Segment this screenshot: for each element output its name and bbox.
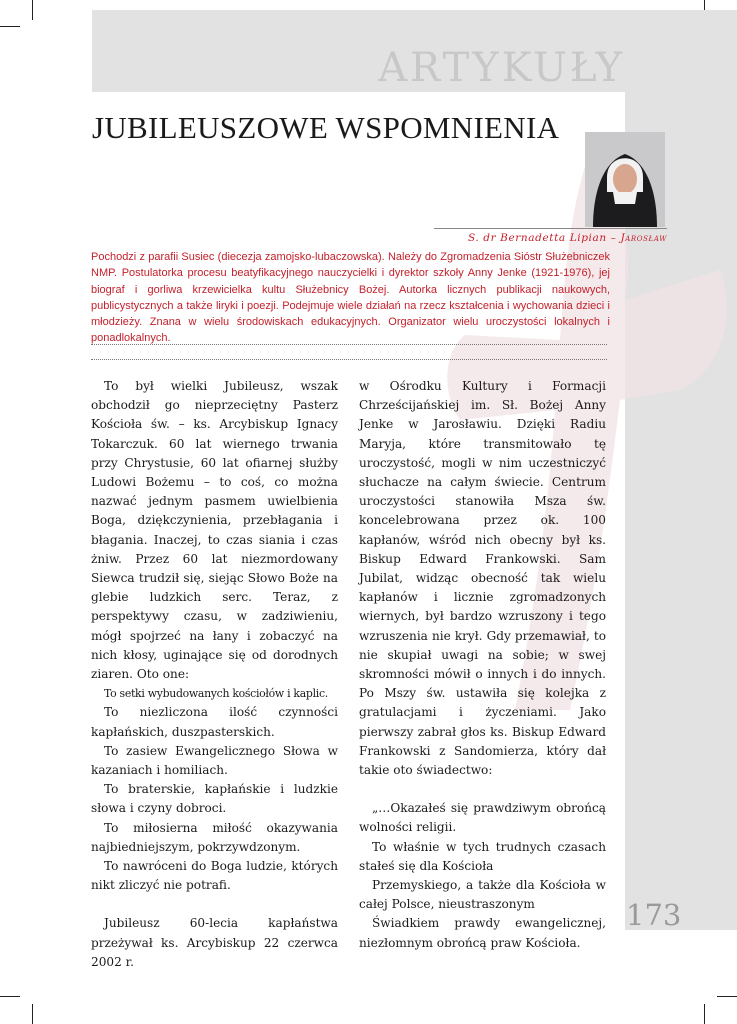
paragraph: To nawróceni do Boga ludzie, których nikt zliczyć nie potrafi. bbox=[91, 859, 338, 893]
crop-mark bbox=[32, 1004, 33, 1024]
paragraph: To był wielki Jubileusz, wszak obchodził go nieprzeciętny Pasterz Kościoła św. – ks. Arcybiskup Ignacy Tokarczuk. 60 lat wiernego trwania przy Chrystusie, 60 lat ofiarnej służby Ludowi Bożemu – to coś, co można nazwać jednym pasmem uwielbienia Boga, dziękczynienia, przebłagania i błagania. Inaczej, to czas siania i czas żniw. Przez 60 lat niezmordowany Siewca trudził się, siejąc Słowo Boże na glebie ludzkich serc. Teraz, z perspektywy czasu, w zadziwieniu, mógł spojrzeć na łany i zobaczyć na nich kłosy, uginające się od dorodnych ziaren. Oto one: bbox=[91, 379, 338, 682]
author-name: S. dr Bernadetta Lipian bbox=[467, 232, 607, 244]
paragraph: To setki wybudowanych kościołów i kaplic. bbox=[104, 687, 328, 701]
page-number: 173 bbox=[626, 898, 682, 932]
crop-mark bbox=[717, 996, 737, 997]
crop-mark bbox=[0, 26, 20, 27]
paragraph: To miłosierna miłość okazywania najbiedniejszym, pokrzywdzonym. bbox=[91, 820, 338, 854]
author-rule bbox=[434, 228, 667, 229]
quote-paragraph: Świadkiem prawdy ewangelicznej, niezłomnym obrońcą praw Kościoła. bbox=[359, 916, 606, 950]
quote-paragraph: Przemyskiego, a także dla Kościoła w całej Polsce, nieustraszonym bbox=[359, 878, 606, 912]
section-label: ARTYKUŁY bbox=[378, 45, 625, 91]
crop-mark bbox=[0, 996, 20, 997]
author-byline bbox=[468, 232, 667, 244]
paragraph: To braterskie, kapłańskie i ludzkie słowa i czyny dobroci. bbox=[91, 782, 338, 816]
author-separator: – bbox=[606, 232, 621, 244]
article-title: JUBILEUSZOWE WSPOMNIENIA bbox=[92, 110, 560, 145]
divider-dotted bbox=[91, 359, 607, 360]
text-column-left bbox=[91, 377, 338, 972]
paragraph: To zasiew Ewangelicznego Słowa w kazaniach i homiliach. bbox=[91, 743, 338, 778]
author-place: Jarosław bbox=[620, 232, 667, 244]
paragraph: To niezliczona ilość czynności kapłańskich, duszpasterskich. bbox=[91, 705, 338, 739]
author-bio: Pochodzi z parafii Susiec (diecezja zamojsko-lubaczowska). Należy do Zgromadzenia Sióstr Służebniczek NMP. Postulatorka procesu beatyfikacyjnego nauczycielki i dyrektor szkoły Anny Jenke (1921-1976), jej biograf i gorliwa krzewicielka kultu Służebnicy Bożej. Autorka licznych publikacji naukowych, publicystycznych a także liryki i poezji. Podejmuje wiele działań na rzecz kształcenia i wychowania dzieci i młodzieży. Znana w wielu środowiskach edukacyjnych. Organizator wielu uroczystości lokalnych i ponadlokalnych. bbox=[91, 251, 610, 345]
nun-portrait-icon bbox=[585, 132, 665, 227]
paragraph: w Ośrodku Kultury i Formacji Chrześcijańskiej im. Sł. Bożej Anny Jenke w Jarosławiu. Dzięki Radiu Maryja, które transmitowało tę uroczystość, mogli w nim uczestniczyć słuchacze na całym świecie. Centrum uroczystości stanowiła Msza św. koncelebrowana przez ok. 100 kapłanów, wśród nich obecny był ks. Biskup Edward Frankowski. Sam Jubilat, widząc obecność tak wielu kapłanów i licznie zgromadzonych wiernych, był bardzo wzruszony i tego wzruszenia nie krył. Gdy przemawiał, to nie skupiał uwagi na sobie; w swej skromności mówił o innych i do innych. Po Mszy św. ustawiła się kolejka z gratulacjami i życzeniami. Jako pierwszy zabrał głos ks. Biskup Edward Frankowski z Sandomierza, który dał takie oto świadectwo: bbox=[359, 379, 606, 778]
paragraph: Jubileusz 60-lecia kapłaństwa przeżywał ks. Arcybiskup 22 czerwca 2002 r. bbox=[91, 916, 338, 969]
divider-dotted bbox=[91, 344, 607, 345]
crop-mark bbox=[32, 0, 33, 20]
quote-paragraph: To właśnie w tych trudnych czasach stałeś się dla Kościoła bbox=[359, 839, 606, 873]
text-column-right bbox=[359, 377, 606, 953]
crop-mark bbox=[704, 1004, 705, 1024]
author-photo bbox=[585, 132, 665, 227]
quote-paragraph: „…Okazałeś się prawdziwym obrońcą wolności religii. bbox=[359, 801, 606, 835]
